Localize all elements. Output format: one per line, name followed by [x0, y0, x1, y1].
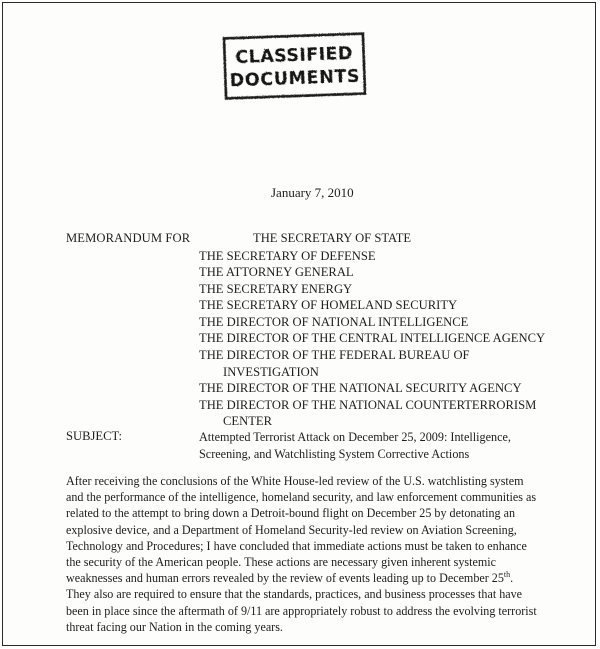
document-page: [2, 2, 596, 646]
recipient: THE SECRETARY OF DEFENSE: [199, 248, 376, 263]
recipient: THE DIRECTOR OF THE CENTRAL INTELLIGENCE AGENCY: [199, 331, 546, 346]
body-line: They also are required to ensure that the standards, practices, and business processes that have: [66, 587, 523, 602]
subject-line: Attempted Terrorist Attack on December 25, 2009: Intelligence,: [199, 430, 511, 444]
body-line-text: weaknesses and human errors revealed by the review of events leading up to December 25: [66, 571, 504, 586]
recipient: THE DIRECTOR OF THE FEDERAL BUREAU OF: [199, 348, 470, 363]
ordinal-superscript: th: [503, 570, 511, 580]
recipient: THE SECRETARY OF STATE: [253, 231, 412, 245]
body-line: and the performance of the intelligence, homeland security, and law enforcement communities as: [66, 490, 537, 505]
sentence-period: .: [510, 571, 514, 586]
subject-text: [199, 429, 559, 462]
recipient: THE SECRETARY ENERGY: [199, 281, 353, 296]
subject-line: Screening, and Watchlisting System Corrective Actions: [199, 446, 470, 461]
recipient: THE SECRETARY OF HOMELAND SECURITY: [199, 298, 458, 313]
classified-documents-stamp: [222, 32, 367, 101]
recipient-continuation: INVESTIGATION: [223, 364, 319, 379]
body-line: threat facing our Nation in the coming years.: [66, 619, 283, 634]
body-line: [66, 570, 559, 586]
body-line: related to the attempt to bring down a Detroit-bound flight on December 25 by detonating an: [66, 506, 516, 521]
stamp-graphic: [222, 32, 367, 101]
body-line: Technology and Procedures; I have concluded that immediate actions must be taken to enhance: [66, 538, 527, 553]
body-line: been in place since the aftermath of 9/11 are appropriately robust to address the evolving terrorist: [66, 603, 537, 618]
stamp-line-1: CLASSIFIED: [235, 43, 354, 69]
recipient: THE DIRECTOR OF THE NATIONAL COUNTERTERRORISM: [199, 397, 537, 412]
memorandum-label: MEMORANDUM FOR: [66, 231, 191, 245]
memo-date: January 7, 2010: [271, 185, 354, 200]
recipient: THE DIRECTOR OF THE NATIONAL SECURITY AGENCY: [199, 381, 522, 396]
memo-body: [66, 473, 559, 635]
recipient: THE ATTORNEY GENERAL: [199, 265, 354, 280]
recipient-list: [199, 248, 545, 431]
body-line: After receiving the conclusions of the White House-led review of the U.S. watchlisting system: [66, 474, 524, 488]
body-line: explosive device, and a Department of Homeland Security-led review on Aviation Screening,: [66, 522, 517, 537]
stamp-line-2: DOCUMENTS: [229, 66, 361, 92]
recipient-continuation: CENTER: [223, 414, 272, 429]
body-line: the security of the American people. These actions are necessary given inherent systemic: [66, 555, 496, 570]
recipient: THE DIRECTOR OF NATIONAL INTELLIGENCE: [199, 314, 469, 329]
subject-label: SUBJECT:: [66, 429, 123, 443]
